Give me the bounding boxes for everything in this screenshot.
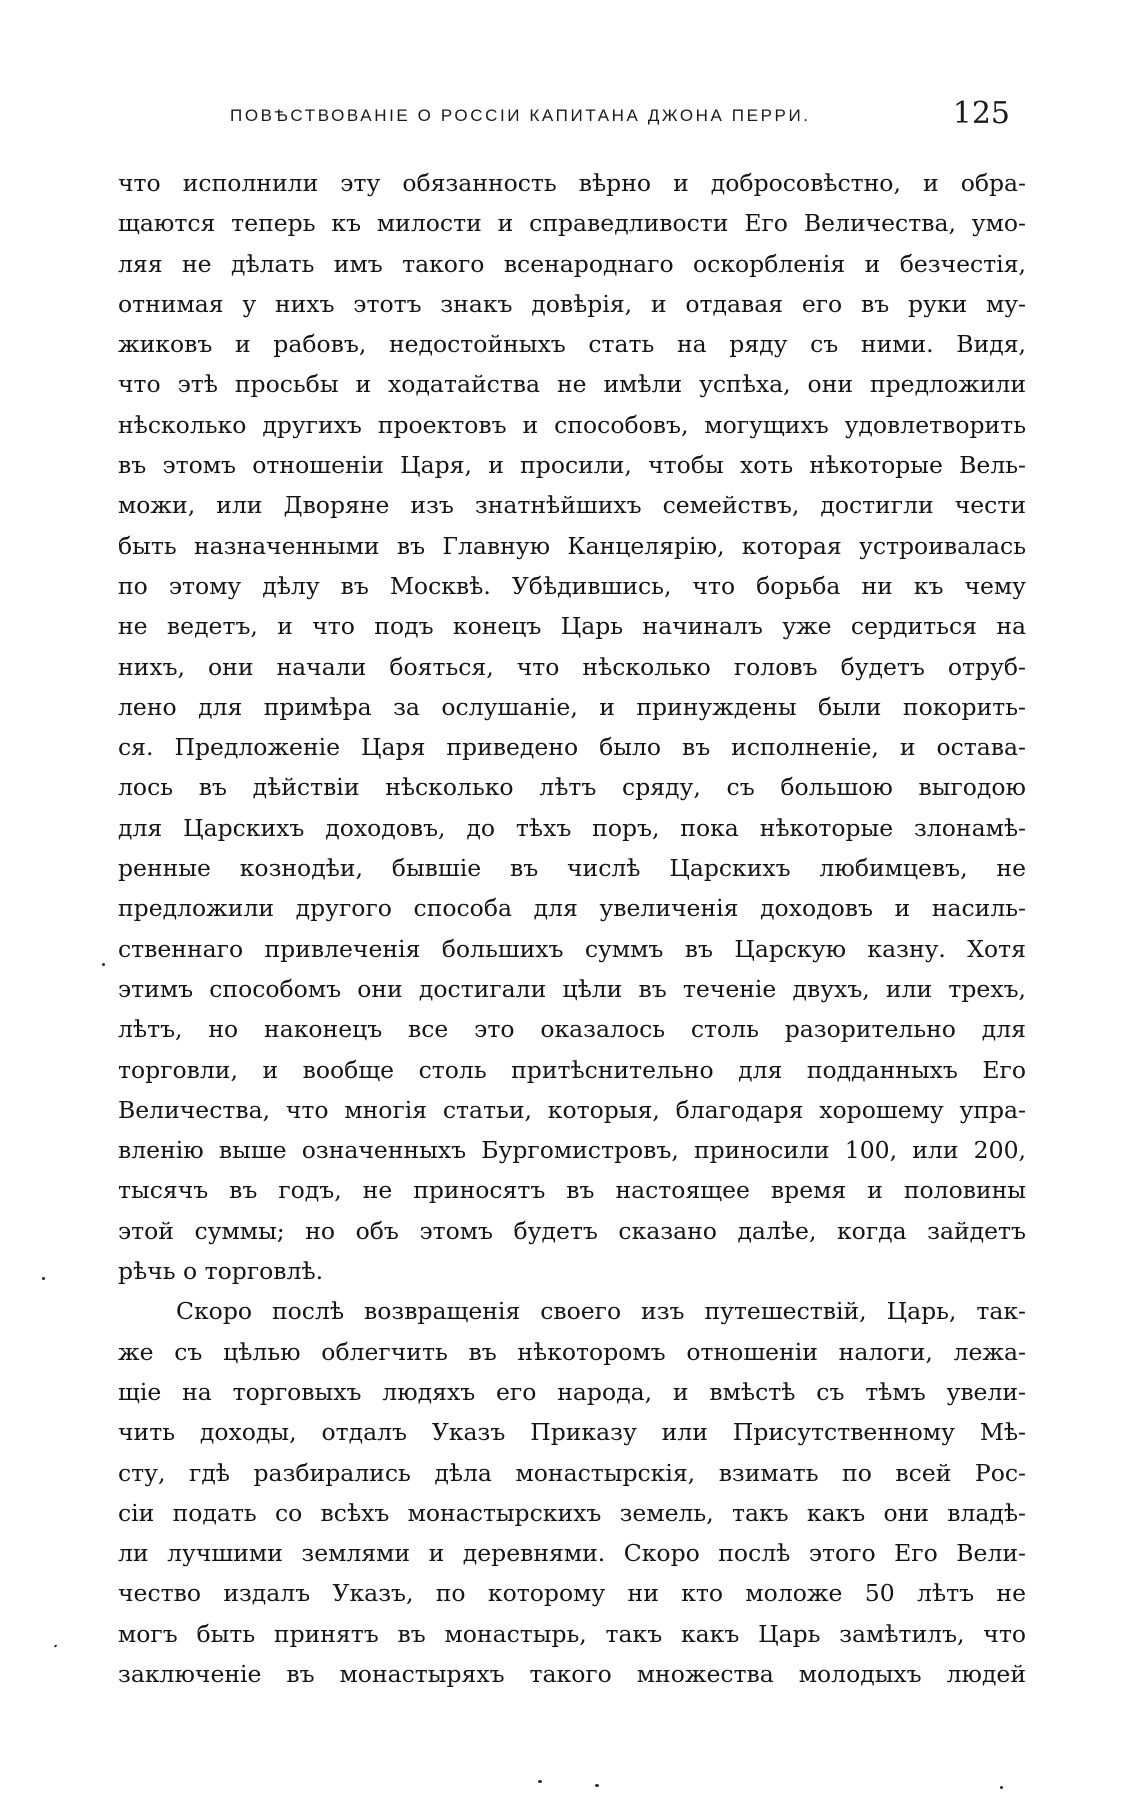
text-line: для Царскихъ доходовъ, до тѣхъ поръ, пока нѣкоторые злонамѣ-	[118, 813, 1026, 842]
text-line: ренные кознодѣи, бывшіе въ числѣ Царскихъ любимцевъ, не	[118, 854, 1026, 883]
scan-speck	[538, 1780, 542, 1783]
text-line: тысячъ въ годъ, не приносятъ въ настоящее время и половины	[118, 1176, 1026, 1205]
text-line: Величества, что многія статьи, которыя, благодаря хорошему упра-	[118, 1095, 1026, 1124]
text-line: рѣчь о торговлѣ.	[118, 1257, 324, 1286]
text-line: сіи подать со всѣхъ монастырскихъ земель, такъ какъ они владѣ-	[118, 1498, 1026, 1527]
paragraph-1	[118, 163, 1026, 1291]
running-head: ПОВѢСТВОВАНІЕ О РОССІИ КАПИТАНА ДЖОНА ПЕРРИ.	[230, 106, 811, 125]
scan-speck	[102, 963, 105, 966]
text-line: щіе на торговыхъ людяхъ его народа, и вмѣстѣ съ тѣмъ увели-	[118, 1377, 1026, 1406]
text-line: нѣсколько другихъ проектовъ и способовъ, могущихъ удовлетворить	[118, 410, 1026, 439]
text-line: не ведетъ, и что подъ конецъ Царь начиналъ уже сердиться на	[118, 612, 1026, 641]
text-line: нихъ, они начали бояться, что нѣсколько головъ будетъ отруб-	[118, 652, 1026, 681]
text-line: можи, или Дворяне изъ знатнѣйшихъ семействъ, достигли чести	[118, 491, 1026, 520]
text-line: могъ быть принятъ въ монастырь, такъ какъ Царь замѣтилъ, что	[118, 1619, 1026, 1648]
text-line: жиковъ и рабовъ, недостойныхъ стать на ряду съ ними. Видя,	[118, 330, 1026, 359]
text-line: щаются теперь къ милости и справедливости Его Величества, умо-	[118, 209, 1026, 238]
text-line: лено для примѣра за ослушаніе, и принуждены были покорить-	[118, 692, 1026, 721]
text-line: ственнаго привлеченія большихъ суммъ въ Царскую казну. Хотя	[118, 934, 1026, 963]
text-line: что этѣ просьбы и ходатайства не имѣли успѣха, они предложили	[118, 370, 1026, 399]
text-line: этой суммы; но объ этомъ будетъ сказано далѣе, когда зайдетъ	[118, 1216, 1026, 1245]
text-line: отнимая у нихъ этотъ знакъ довѣрія, и отдавая его въ руки му-	[118, 289, 1026, 318]
text-line: ся. Предложеніе Царя приведено было въ исполненіе, и остава-	[118, 733, 1026, 762]
text-line: сту, гдѣ разбирались дѣла монастырскія, взимать по всей Рос-	[118, 1458, 1026, 1487]
text-line: же съ цѣлью облегчить въ нѣкоторомъ отношеніи налоги, лежа-	[118, 1337, 1026, 1366]
text-line: лось въ дѣйствіи нѣсколько лѣтъ сряду, съ большою выгодою	[118, 773, 1026, 802]
text-line: заключеніе въ монастыряхъ такого множества молодыхъ людей	[118, 1659, 1026, 1688]
text-line: что исполнили эту обязанность вѣрно и добросовѣстно, и обра-	[118, 169, 1026, 197]
scan-speck	[42, 1277, 45, 1280]
text-line: Скоро послѣ возвращенія своего изъ путешествій, Царь, так-	[176, 1297, 1026, 1326]
text-line: предложили другого способа для увеличенія доходовъ и насиль-	[118, 894, 1026, 923]
paragraph-2	[118, 1291, 1026, 1694]
text-line: въ этомъ отношеніи Царя, и просили, чтобы хоть нѣкоторые Вель-	[118, 451, 1026, 480]
text-line: этимъ способомъ они достигали цѣли въ теченіе двухъ, или трехъ,	[118, 974, 1026, 1003]
scan-speck	[595, 1784, 599, 1787]
page-header	[230, 96, 1010, 136]
text-line: лѣтъ, но наконецъ все это оказалось столь разорительно для	[118, 1015, 1026, 1044]
text-line: торговли, и вообще столь притѣснительно для подданныхъ Его	[118, 1055, 1026, 1084]
text-line: ляя не дѣлать имъ такого всенароднаго оскорбленія и безчестія,	[118, 249, 1026, 278]
text-line: чество издалъ Указъ, по которому ни кто моложе 50 лѣтъ не	[118, 1579, 1026, 1608]
page-number: 125	[952, 96, 1010, 131]
text-line: чить доходы, отдалъ Указъ Приказу или Присутственному Мѣ-	[118, 1418, 1026, 1447]
scan-speck	[1000, 1786, 1003, 1789]
text-line: ли лучшими землями и деревнями. Скоро послѣ этого Его Вели-	[118, 1539, 1026, 1568]
body-text	[118, 163, 1026, 1694]
scan-speck	[54, 1644, 58, 1647]
text-line: быть назначенными въ Главную Канцелярію, которая устроивалась	[118, 531, 1026, 560]
text-line: вленію выше означенныхъ Бургомистровъ, приносили 100, или 200,	[118, 1136, 1026, 1165]
text-line: по этому дѣлу въ Москвѣ. Убѣдившись, что борьба ни къ чему	[118, 571, 1026, 600]
